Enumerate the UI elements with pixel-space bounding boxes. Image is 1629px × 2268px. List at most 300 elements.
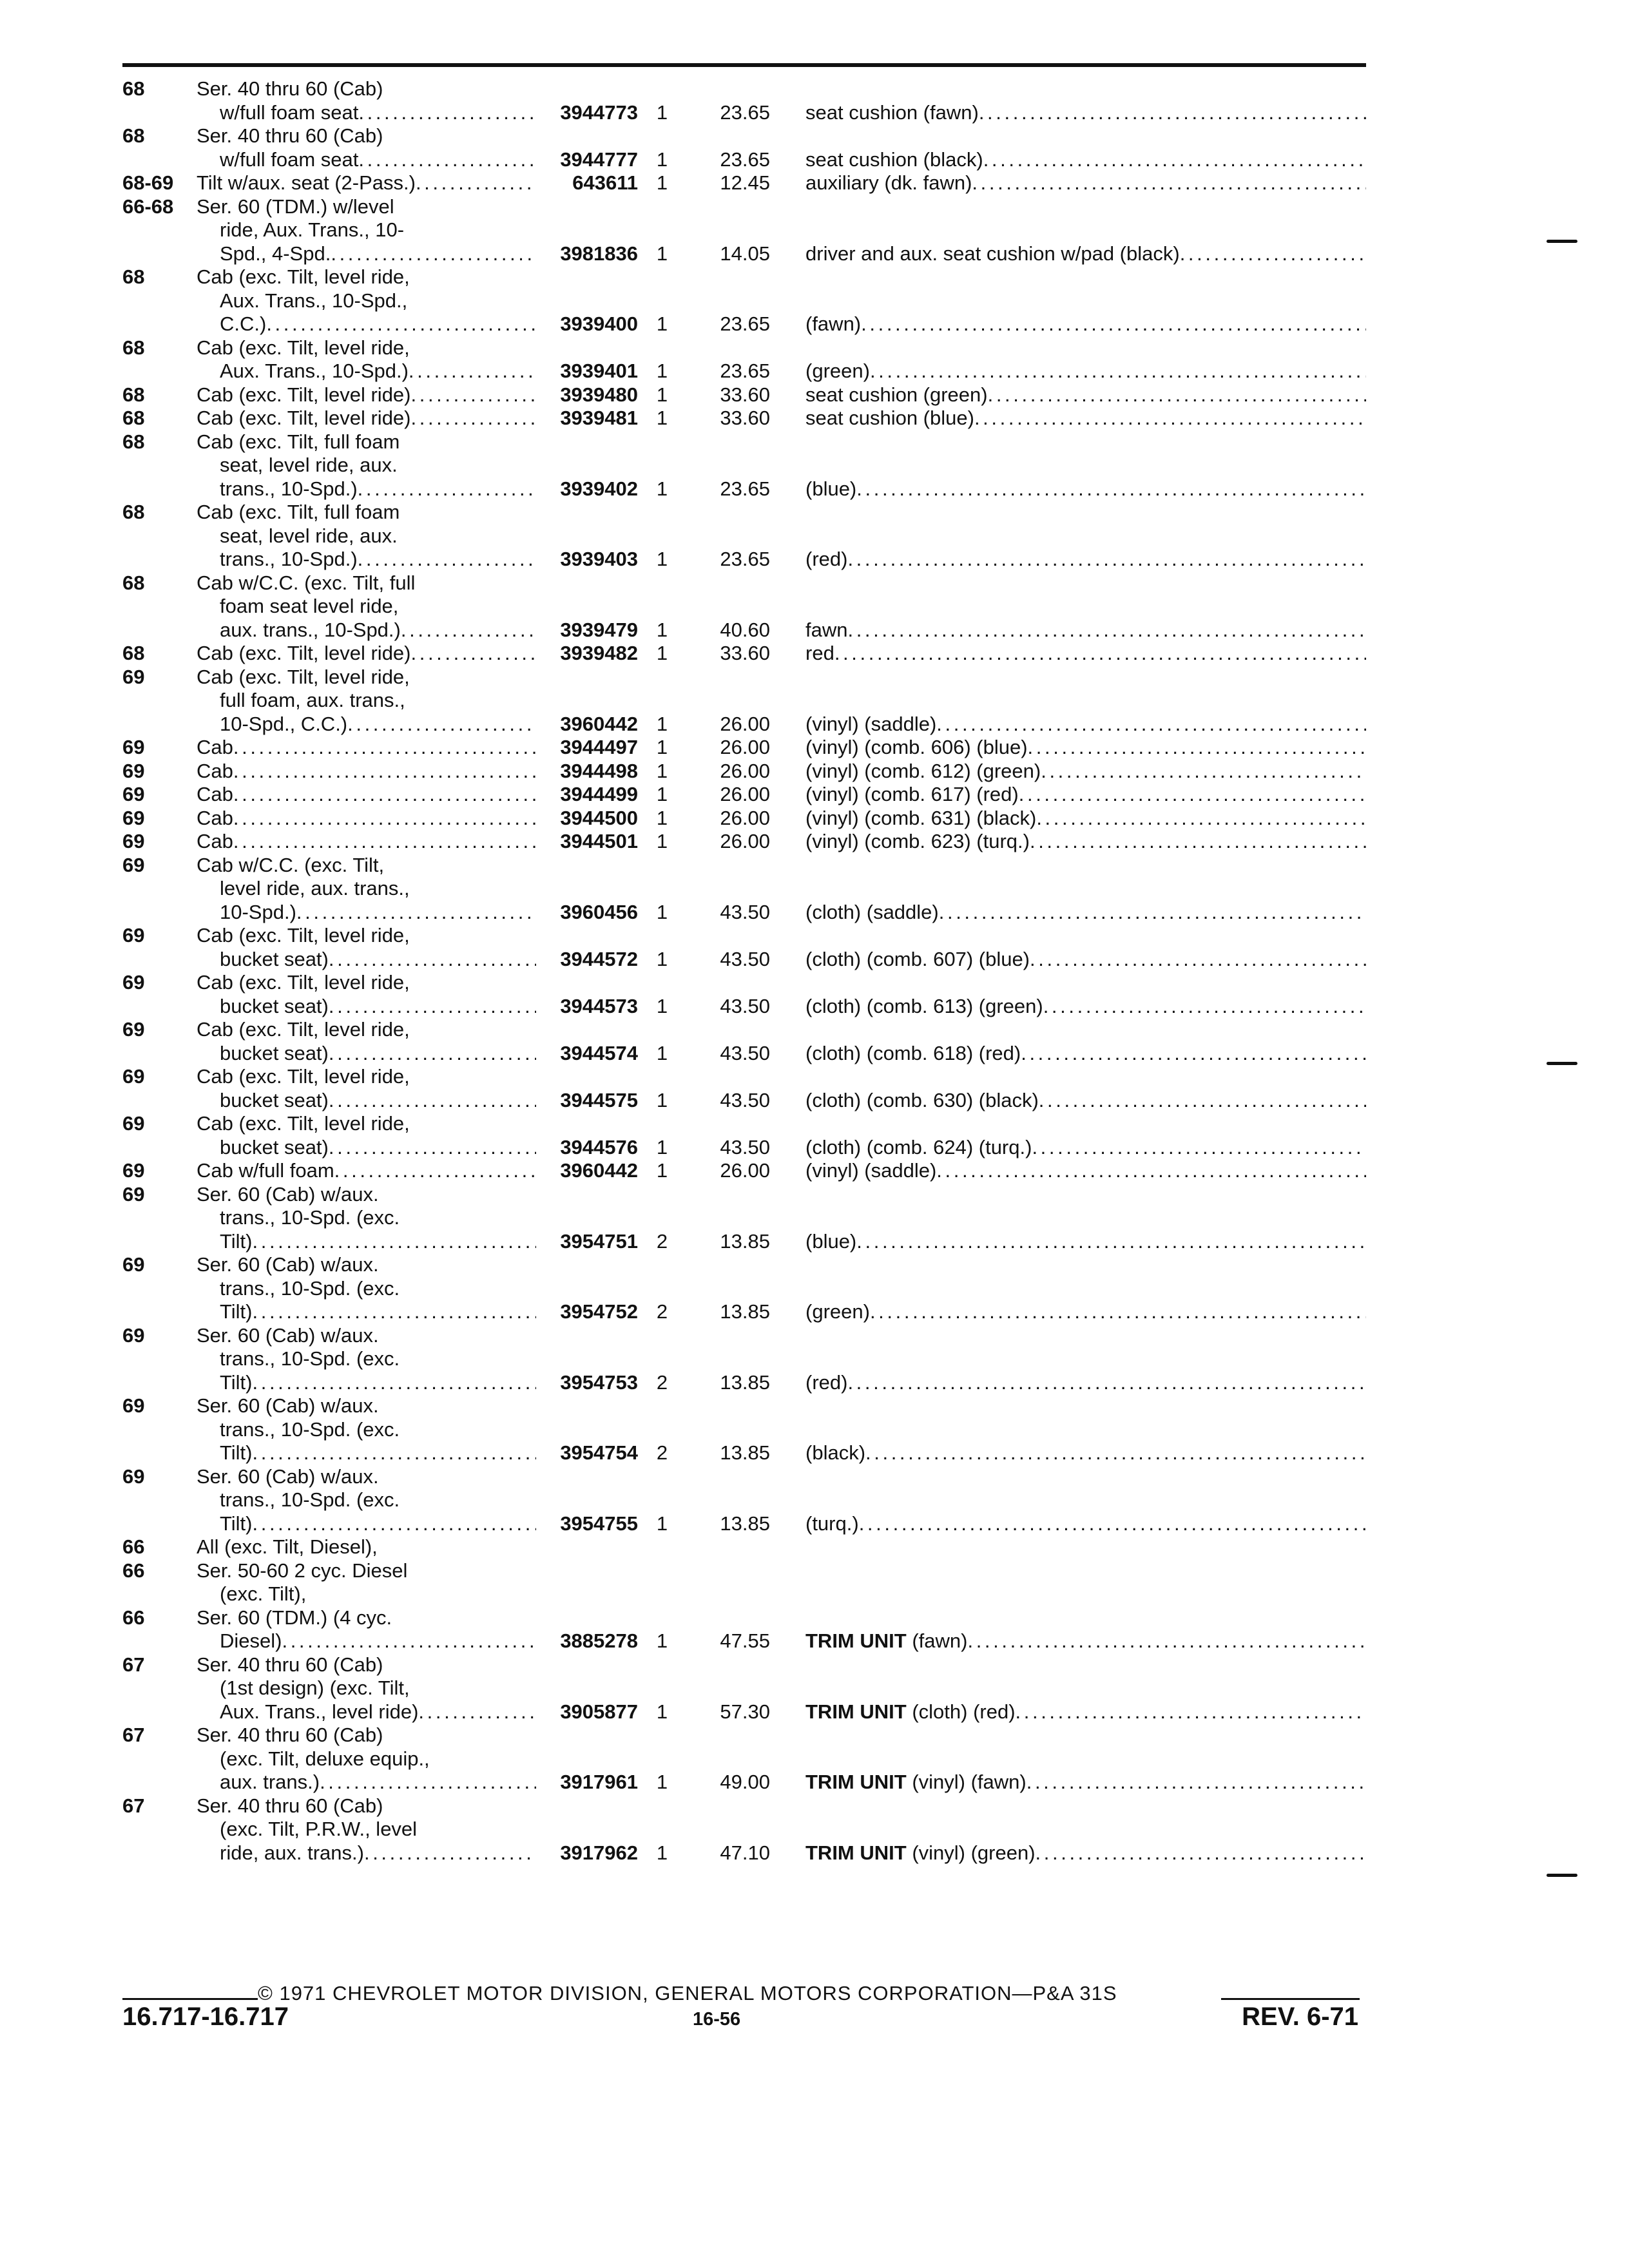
leader-dots (865, 1441, 1366, 1465)
application-text: Cab (exc. Tilt, level ride) (197, 383, 411, 406)
part-description: (black) (805, 1441, 866, 1464)
quantity: 1 (656, 407, 668, 429)
parts-entry (122, 971, 1366, 1018)
part-description: (vinyl) (comb. 623) (turq.) (805, 830, 1030, 852)
application-text: Ser. 50-60 2 cyc. Diesel (197, 1559, 408, 1582)
leader-dots (233, 760, 536, 783)
price: 43.50 (720, 900, 770, 923)
application-text: (exc. Tilt, deluxe equip., (220, 1747, 430, 1770)
part-number: 3954754 (560, 1441, 638, 1464)
model-year: 68 (122, 265, 145, 288)
application-text: Cab (exc. Tilt, level ride, (197, 924, 410, 947)
quantity: 1 (656, 1159, 668, 1182)
leader-dots (870, 1300, 1366, 1324)
parts-entry (122, 1253, 1366, 1324)
quantity: 1 (656, 947, 668, 970)
application-text: (exc. Tilt, P.R.W., level (220, 1818, 418, 1840)
parts-entry (122, 407, 1366, 430)
leader-dots (856, 477, 1366, 501)
model-year: 67 (122, 1794, 145, 1817)
quantity: 1 (656, 1841, 668, 1864)
part-number: 3885278 (560, 1629, 638, 1652)
parts-entry (122, 1653, 1366, 1724)
part-number: 3939401 (560, 360, 638, 382)
margin-mark (1547, 1874, 1577, 1877)
leader-dots (329, 995, 536, 1019)
quantity: 1 (656, 830, 668, 852)
price: 47.55 (720, 1629, 770, 1652)
application-text: trans., 10-Spd. (exc. (220, 1347, 400, 1370)
part-number: 3944573 (560, 994, 638, 1017)
application-text: Cab (197, 783, 233, 805)
model-year: 66 (122, 1559, 145, 1582)
part-description: (cloth) (comb. 630) (black) (805, 1088, 1039, 1111)
leader-dots (1027, 1771, 1366, 1794)
application-text: Cab w/C.C. (exc. Tilt, (197, 853, 385, 876)
price: 26.00 (720, 736, 770, 758)
leader-dots (1030, 830, 1366, 854)
application-text: 10-Spd., C.C.) (220, 712, 348, 735)
part-description: (cloth) (comb. 618) (red) (805, 1041, 1021, 1064)
application-text: Cab (exc. Tilt, level ride) (197, 642, 411, 664)
quantity: 1 (656, 101, 668, 124)
quantity: 1 (656, 360, 668, 382)
application-text: Aux. Trans., level ride) (220, 1700, 419, 1723)
application-text: bucket seat) (220, 994, 329, 1017)
parts-entry (122, 171, 1366, 195)
part-number: 3960442 (560, 712, 638, 735)
quantity: 1 (656, 1629, 668, 1652)
application-text: Cab w/full foam (197, 1159, 334, 1182)
price: 13.85 (720, 1441, 770, 1464)
part-description: fawn (805, 618, 848, 641)
model-year: 68 (122, 571, 145, 594)
price: 12.45 (720, 171, 770, 194)
parts-entry (122, 783, 1366, 807)
model-year: 66 (122, 1606, 145, 1629)
leader-dots (329, 1136, 536, 1160)
leader-dots (859, 1512, 1366, 1536)
price: 23.65 (720, 360, 770, 382)
trim-unit-label: TRIM UNIT (805, 1629, 907, 1652)
quantity: 1 (656, 312, 668, 335)
application-text: aux. trans.) (220, 1771, 320, 1793)
model-year: 68 (122, 430, 145, 453)
quantity: 1 (656, 242, 668, 265)
leader-dots (320, 1771, 536, 1794)
parts-entry (122, 1724, 1366, 1794)
part-number: 3944499 (560, 783, 638, 805)
model-year: 68 (122, 124, 145, 147)
quantity: 1 (656, 548, 668, 570)
price: 43.50 (720, 1135, 770, 1158)
parts-entry (122, 124, 1366, 171)
model-year: 69 (122, 1018, 145, 1041)
part-description: (green) (805, 1300, 870, 1323)
leader-dots (1021, 1042, 1366, 1066)
parts-entry (122, 1794, 1366, 1865)
application-text: Tilt) (220, 1512, 253, 1535)
parts-entry (122, 1535, 1366, 1559)
application-text: Tilt w/aux. seat (2-Pass.) (197, 171, 416, 194)
quantity: 1 (656, 806, 668, 829)
leader-dots (847, 548, 1366, 572)
part-description: (vinyl) (fawn) (912, 1771, 1027, 1793)
model-year: 68 (122, 77, 145, 100)
part-number: 3954753 (560, 1370, 638, 1394)
leader-dots (329, 1042, 536, 1066)
margin-mark (1547, 1062, 1577, 1065)
leader-dots (296, 901, 536, 925)
part-description: (vinyl) (saddle) (805, 1159, 937, 1182)
model-year: 68 (122, 383, 145, 406)
leader-dots (1036, 807, 1366, 831)
price: 43.50 (720, 1041, 770, 1064)
part-number: 3917962 (560, 1841, 638, 1864)
leader-dots (988, 383, 1366, 407)
price: 23.65 (720, 101, 770, 124)
leader-dots (233, 736, 536, 760)
application-text: level ride, aux. trans., (220, 877, 410, 899)
trim-unit-label: TRIM UNIT (805, 1841, 907, 1864)
application-text: w/full foam seat (220, 101, 359, 124)
leader-dots (972, 171, 1366, 195)
quantity: 1 (656, 1041, 668, 1064)
model-year: 68-69 (122, 171, 174, 194)
part-description: (cloth) (comb. 624) (turq.) (805, 1135, 1032, 1158)
leader-dots (939, 901, 1366, 925)
model-year: 69 (122, 1182, 145, 1206)
part-description: (fawn) (912, 1629, 968, 1652)
part-description: (fawn) (805, 312, 862, 335)
leader-dots (1039, 1089, 1366, 1113)
application-text: trans., 10-Spd.) (220, 477, 358, 500)
application-text: Tilt) (220, 1300, 253, 1323)
part-number: 3944574 (560, 1041, 638, 1064)
price: 26.00 (720, 759, 770, 782)
part-description: (red) (805, 1370, 848, 1394)
price: 13.85 (720, 1300, 770, 1323)
price: 23.65 (720, 477, 770, 500)
leader-dots (347, 713, 536, 736)
leader-dots (409, 360, 536, 383)
application-text: Cab w/C.C. (exc. Tilt, full (197, 571, 416, 594)
application-text: ride, aux. trans.) (220, 1841, 364, 1864)
model-year: 69 (122, 971, 145, 994)
parts-entry (122, 1559, 1366, 1606)
quantity: 2 (656, 1229, 668, 1253)
quantity: 1 (656, 1135, 668, 1158)
parts-entry (122, 501, 1366, 572)
quantity: 1 (656, 1512, 668, 1535)
application-text: bucket seat) (220, 947, 329, 970)
part-number: 3905877 (560, 1700, 638, 1723)
model-year: 69 (122, 806, 145, 829)
part-description: (vinyl) (saddle) (805, 712, 937, 735)
application-text: Cab (exc. Tilt, full foam (197, 430, 400, 453)
price: 26.00 (720, 806, 770, 829)
top-rule (122, 63, 1366, 67)
model-year: 68 (122, 407, 145, 429)
application-text: Ser. 60 (Cab) w/aux. (197, 1394, 379, 1417)
leader-dots (856, 1230, 1366, 1254)
part-description: seat cushion (black) (805, 148, 983, 171)
application-text: Ser. 40 thru 60 (Cab) (197, 124, 383, 147)
quantity: 1 (656, 712, 668, 735)
leader-dots (329, 948, 536, 972)
price: 26.00 (720, 783, 770, 805)
application-text: Cab (197, 736, 233, 758)
price: 33.60 (720, 642, 770, 664)
application-text: Cab (exc. Tilt, level ride, (197, 1018, 410, 1041)
quantity: 1 (656, 900, 668, 923)
price: 49.00 (720, 1771, 770, 1793)
application-text: Ser. 40 thru 60 (Cab) (197, 1724, 383, 1746)
quantity: 1 (656, 477, 668, 500)
application-text: Cab (197, 806, 233, 829)
part-description: red (805, 642, 834, 664)
trim-unit-label: TRIM UNIT (805, 1700, 907, 1723)
application-text: trans., 10-Spd.) (220, 548, 358, 570)
part-description: driver and aux. seat cushion w/pad (black) (805, 242, 1180, 265)
part-description: auxiliary (dk. fawn) (805, 171, 972, 194)
model-year: 69 (122, 853, 145, 876)
leader-dots (233, 783, 536, 807)
leader-dots (253, 1512, 537, 1536)
parts-entry (122, 383, 1366, 407)
part-description: (cloth) (red) (912, 1700, 1016, 1723)
model-year: 69 (122, 783, 145, 805)
leader-dots (1028, 736, 1366, 760)
model-year: 69 (122, 665, 145, 688)
price: 26.00 (720, 712, 770, 735)
application-text: Ser. 60 (Cab) w/aux. (197, 1465, 379, 1488)
part-number: 3981836 (560, 242, 638, 265)
parts-entry (122, 1159, 1366, 1183)
leader-dots (253, 1300, 537, 1324)
application-text: Spd., 4-Spd. (220, 242, 331, 265)
part-number: 3944497 (560, 736, 638, 758)
part-number: 3939482 (560, 642, 638, 664)
quantity: 2 (656, 1300, 668, 1323)
leader-dots (418, 1700, 536, 1724)
price: 43.50 (720, 994, 770, 1017)
model-year: 69 (122, 1394, 145, 1417)
part-number: 3939400 (560, 312, 638, 335)
part-description: (vinyl) (green) (912, 1841, 1036, 1864)
trim-unit-label: TRIM UNIT (805, 1771, 907, 1793)
leader-dots (266, 312, 536, 336)
quantity: 1 (656, 1700, 668, 1723)
footer-rule-left (122, 1998, 258, 2000)
leader-dots (1030, 948, 1366, 972)
part-number: 3954752 (560, 1300, 638, 1323)
application-text: Cab (exc. Tilt, level ride, (197, 1112, 410, 1135)
price: 14.05 (720, 242, 770, 265)
footer-rule-right (1221, 1998, 1360, 2000)
application-text: Ser. 40 thru 60 (Cab) (197, 77, 383, 100)
application-text: bucket seat) (220, 1135, 329, 1158)
application-text: All (exc. Tilt, Diesel), (197, 1535, 378, 1558)
part-description: (turq.) (805, 1512, 859, 1535)
part-description: (vinyl) (comb. 612) (green) (805, 759, 1041, 782)
leader-dots (1036, 1841, 1366, 1865)
part-number: 3960456 (560, 900, 638, 923)
parts-list (122, 77, 1366, 1865)
part-description: (green) (805, 360, 870, 382)
model-year: 68 (122, 501, 145, 523)
revision-label: REV. 6-71 (1242, 2003, 1358, 2031)
application-text: Ser. 60 (Cab) w/aux. (197, 1253, 379, 1276)
leader-dots (358, 548, 536, 572)
leader-dots (411, 642, 537, 666)
parts-entry (122, 1018, 1366, 1065)
application-text: Aux. Trans., 10-Spd.) (220, 360, 409, 382)
application-text: Cab (exc. Tilt, level ride, (197, 665, 410, 688)
application-text: trans., 10-Spd. (exc. (220, 1488, 400, 1511)
part-description: (vinyl) (comb. 606) (blue) (805, 736, 1028, 758)
application-text: Cab (197, 830, 233, 852)
leader-dots (974, 407, 1366, 430)
part-description: (cloth) (saddle) (805, 900, 939, 923)
part-number: 3944575 (560, 1088, 638, 1111)
leader-dots (834, 642, 1366, 666)
part-description: (red) (805, 548, 848, 570)
model-year: 67 (122, 1724, 145, 1746)
quantity: 1 (656, 783, 668, 805)
application-text: trans., 10-Spd. (exc. (220, 1276, 400, 1300)
model-year: 69 (122, 736, 145, 758)
part-number: 3944498 (560, 759, 638, 782)
leader-dots (358, 148, 536, 172)
parts-entry (122, 430, 1366, 501)
application-text: foam seat level ride, (220, 595, 399, 617)
leader-dots (847, 619, 1366, 642)
parts-entry (122, 336, 1366, 383)
leader-dots (411, 383, 537, 407)
price: 40.60 (720, 618, 770, 641)
leader-dots (253, 1441, 537, 1465)
part-description: seat cushion (green) (805, 383, 988, 406)
part-description: (cloth) (comb. 613) (green) (805, 994, 1043, 1017)
part-description: (blue) (805, 477, 857, 500)
leader-dots (936, 1159, 1366, 1183)
application-text: trans., 10-Spd. (exc. (220, 1418, 400, 1441)
part-description: (vinyl) (comb. 617) (red) (805, 783, 1019, 805)
application-text: Cab (exc. Tilt, level ride, (197, 1065, 410, 1088)
leader-dots (1043, 995, 1366, 1019)
copyright-line: © 1971 CHEVROLET MOTOR DIVISION, GENERAL MOTORS CORPORATION—P&A 31S (258, 1982, 1117, 2004)
leader-dots (233, 830, 536, 854)
quantity: 1 (656, 759, 668, 782)
price: 43.50 (720, 1088, 770, 1111)
price: 33.60 (720, 407, 770, 429)
application-text: Cab (exc. Tilt, full foam (197, 501, 400, 523)
part-number: 3944572 (560, 947, 638, 970)
parts-entry (122, 1465, 1366, 1536)
part-number: 3939481 (560, 407, 638, 429)
leader-dots (847, 1371, 1366, 1395)
leader-dots (861, 312, 1366, 336)
parts-entry (122, 666, 1366, 736)
leader-dots (329, 1089, 536, 1113)
model-year: 69 (122, 1112, 145, 1135)
part-description: seat cushion (blue) (805, 407, 974, 429)
model-year: 68 (122, 642, 145, 664)
part-number: 3939480 (560, 383, 638, 406)
price: 43.50 (720, 947, 770, 970)
price: 33.60 (720, 383, 770, 406)
leader-dots (1032, 1136, 1366, 1160)
section-number: 16.717-16.717 (122, 2003, 289, 2031)
quantity: 1 (656, 642, 668, 664)
parts-entry (122, 924, 1366, 971)
quantity: 1 (656, 171, 668, 194)
application-text: (exc. Tilt), (220, 1582, 307, 1605)
leader-dots (936, 713, 1366, 736)
part-number: 3939403 (560, 548, 638, 570)
model-year: 69 (122, 1465, 145, 1488)
price: 26.00 (720, 1159, 770, 1182)
application-text: Tilt) (220, 1441, 253, 1464)
leader-dots (1180, 242, 1366, 266)
model-year: 69 (122, 924, 145, 947)
application-text: full foam, aux. trans., (220, 689, 405, 711)
application-text: Cab (exc. Tilt, level ride, (197, 336, 410, 359)
leader-dots (331, 242, 536, 266)
parts-entry (122, 77, 1366, 124)
margin-mark (1547, 240, 1577, 243)
application-text: bucket seat) (220, 1088, 329, 1111)
application-text: Tilt) (220, 1370, 253, 1394)
application-text: Aux. Trans., 10-Spd., (220, 289, 408, 312)
model-year: 69 (122, 830, 145, 852)
leader-dots (282, 1629, 536, 1653)
parts-entry (122, 736, 1366, 760)
quantity: 1 (656, 148, 668, 171)
part-number: 3939402 (560, 477, 638, 500)
parts-entry (122, 760, 1366, 783)
parts-entry (122, 1065, 1366, 1112)
leader-dots (253, 1371, 537, 1395)
price: 23.65 (720, 548, 770, 570)
parts-entry (122, 195, 1366, 266)
quantity: 2 (656, 1441, 668, 1464)
parts-entry (122, 1394, 1366, 1465)
leader-dots (1019, 783, 1366, 807)
application-text: Cab (197, 759, 233, 782)
part-number: 3944773 (560, 101, 638, 124)
model-year: 69 (122, 1253, 145, 1276)
model-year: 67 (122, 1653, 145, 1676)
leader-dots (334, 1159, 536, 1183)
quantity: 1 (656, 736, 668, 758)
part-description: (vinyl) (comb. 631) (black) (805, 806, 1037, 829)
price: 26.00 (720, 830, 770, 852)
part-number: 3944500 (560, 806, 638, 829)
price: 23.65 (720, 148, 770, 171)
price: 13.85 (720, 1370, 770, 1394)
price: 13.85 (720, 1512, 770, 1535)
model-year: 69 (122, 1159, 145, 1182)
page-number: 16-56 (693, 2009, 741, 2030)
leader-dots (967, 1629, 1366, 1653)
parts-entry (122, 1606, 1366, 1653)
leader-dots (364, 1841, 536, 1865)
part-number: 3944777 (560, 148, 638, 171)
model-year: 66-68 (122, 195, 174, 218)
application-text: Cab (exc. Tilt, level ride, (197, 265, 410, 288)
